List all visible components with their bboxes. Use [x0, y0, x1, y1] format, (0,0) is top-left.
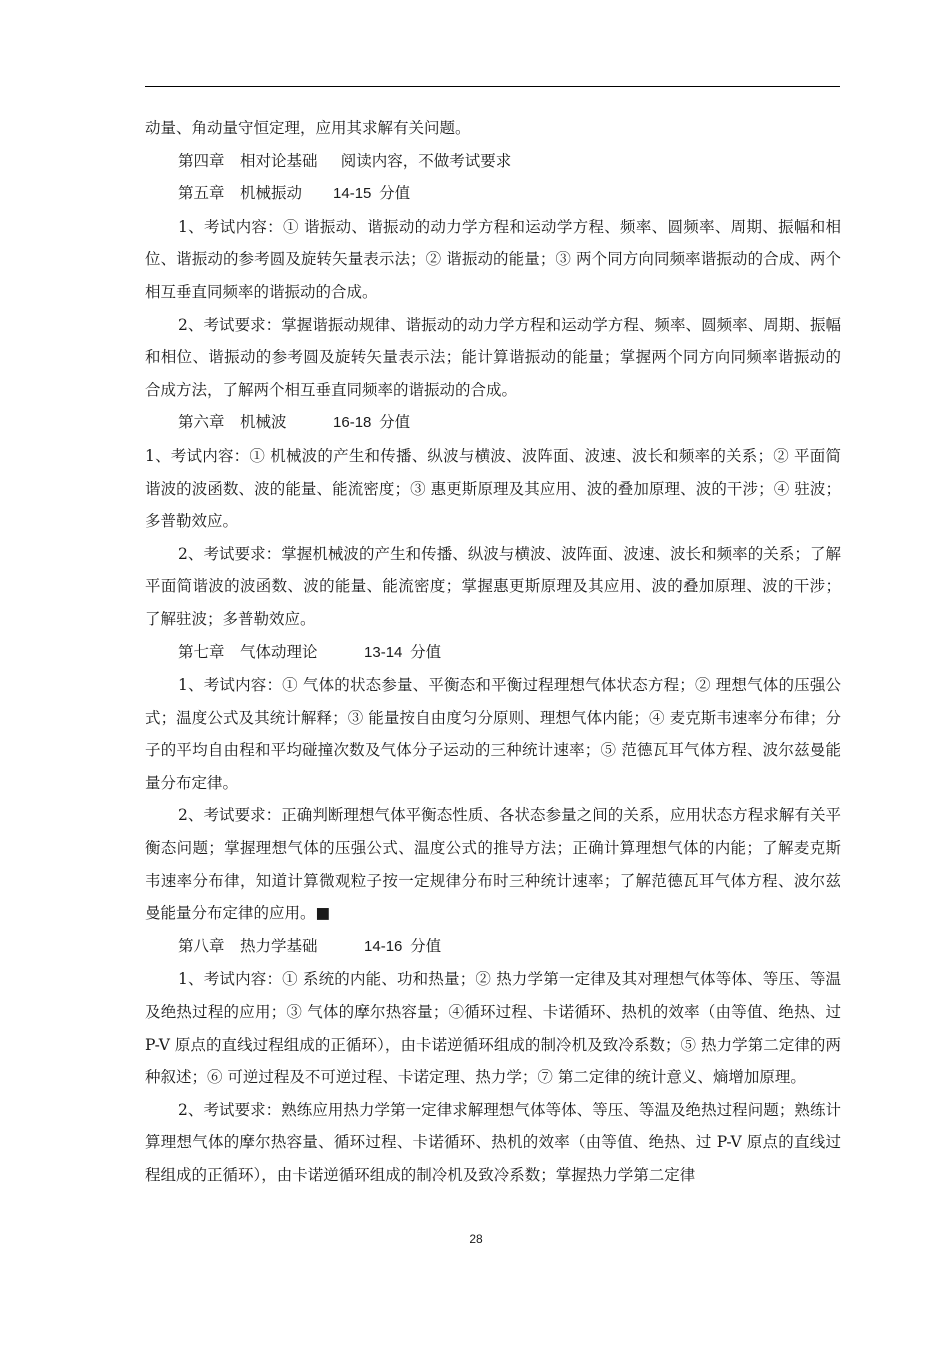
- chapter-5-requirements: 2、考试要求：掌握谐振动规律、谐振动的动力学方程和运动学方程、频率、圆频率、周期、振幅和相位、谐振动的参考圆及旋转矢量表示法；能计算谐振动的能量；掌握两个同方向同频率谐振动的合成方法，了解两个相互垂直同频率的谐振动的合成。: [145, 315, 841, 399]
- document-body: [145, 112, 841, 1192]
- chapter-7-heading: [145, 636, 841, 670]
- header-rule: [145, 86, 840, 87]
- chapter-6-heading: [145, 406, 841, 440]
- chapter-score: 14-16: [364, 937, 403, 955]
- chapter-score: 16-18: [333, 414, 372, 432]
- chapter-number: 第四章: [178, 151, 225, 170]
- score-unit: 分值: [410, 642, 442, 661]
- score-unit: 分值: [379, 184, 411, 203]
- score-unit: 分值: [379, 413, 411, 432]
- page-number: 28: [469, 1232, 483, 1246]
- chapter-6-requirements: 2、考试要求：掌握机械波的产生和传播、纵波与横波、波阵面、波速、波长和频率的关系；了解平面简谐波的波函数、波的能量、能流密度；掌握惠更斯原理及其应用、波的叠加原理、波的干涉；了解驻波；多普勒效应。: [145, 544, 841, 628]
- chapter-title: 相对论基础: [240, 151, 318, 170]
- chapter-7-content: 1、考试内容：① 气体的状态参量、平衡态和平衡过程理想气体状态方程；② 理想气体的压强公式；温度公式及其统计解释；③ 能量按自由度匀分原则、理想气体内能；④ 麦克斯韦速率分布律；分子的平均自由程和平均碰撞次数及气体分子运动的三种统计速率；⑤ 范德瓦耳气体方程、波尔兹曼能量分布定律。: [145, 676, 841, 792]
- chapter-4-heading: [145, 145, 841, 178]
- chapter-7-requirements: 2、考试要求：正确判断理想气体平衡态性质、各状态参量之间的关系，应用状态方程求解有关平衡态问题；掌握理想气体的压强公式、温度公式的推导方法；正确计算理想气体的内能；了解麦克斯韦速率分布律，知道计算微观粒子按一定规律分布时三种统计速率；了解范德瓦耳气体方程、波尔兹曼能量分布定律的应用。■: [145, 806, 841, 923]
- chapter-score: 14-15: [333, 185, 372, 203]
- chapter-number: 第七章: [178, 642, 225, 661]
- chapter-8-requirements: 2、考试要求：熟练应用热力学第一定律求解理想气体等体、等压、等温及绝热过程问题；熟练计算理想气体的摩尔热容量、循环过程、卡诺循环、热机的效率（由等值、绝热、过 P-V 原点的直线过程组成的正循环），由卡诺逆循环组成的制冷机及致冷系数；掌握热力学第二定律: [145, 1100, 841, 1184]
- paragraph-continuation: 动量、角动量守恒定理，应用其求解有关问题。: [145, 119, 471, 137]
- score-unit: 分值: [410, 936, 442, 955]
- chapter-title: 机械振动: [240, 184, 303, 203]
- chapter-8-heading: [145, 930, 841, 964]
- chapter-note: 阅读内容，不做考试要求: [340, 151, 512, 170]
- chapter-score: 13-14: [364, 643, 403, 661]
- chapter-5-content: 1、考试内容：① 谐振动、谐振动的动力学方程和运动学方程、频率、圆频率、周期、振幅和相位、谐振动的参考圆及旋转矢量表示法；② 谐振动的能量；③ 两个同方向同频率谐振动的合成、两个相互垂直同频率的谐振动的合成。: [145, 217, 841, 301]
- chapter-number: 第六章: [178, 413, 225, 432]
- chapter-number: 第八章: [178, 936, 225, 955]
- chapter-number: 第五章: [178, 184, 225, 203]
- chapter-5-heading: [145, 177, 841, 211]
- chapter-title: 热力学基础: [240, 936, 318, 955]
- chapter-6-content: 1、考试内容：① 机械波的产生和传播、纵波与横波、波阵面、波速、波长和频率的关系；② 平面简谐波的波函数、波的能量、能流密度；③ 惠更斯原理及其应用、波的叠加原理、波的干涉；④ 驻波；多普勒效应。: [145, 446, 841, 531]
- chapter-8-content: 1、考试内容：① 系统的内能、功和热量；② 热力学第一定律及其对理想气体等体、等压、等温及绝热过程的应用；③ 气体的摩尔热容量；④循环过程、卡诺循环、热机的效率（由等值、绝热、过 P-V 原点的直线过程组成的正循环），由卡诺逆循环组成的制冷机及致冷系数；⑤ 热力学第二定律的两种叙述；⑥ 可逆过程及不可逆过程、卡诺定理、热力学；⑦ 第二定律的统计意义、熵增加原理。: [145, 970, 841, 1087]
- chapter-title: 机械波: [240, 413, 287, 432]
- chapter-title: 气体动理论: [240, 642, 318, 661]
